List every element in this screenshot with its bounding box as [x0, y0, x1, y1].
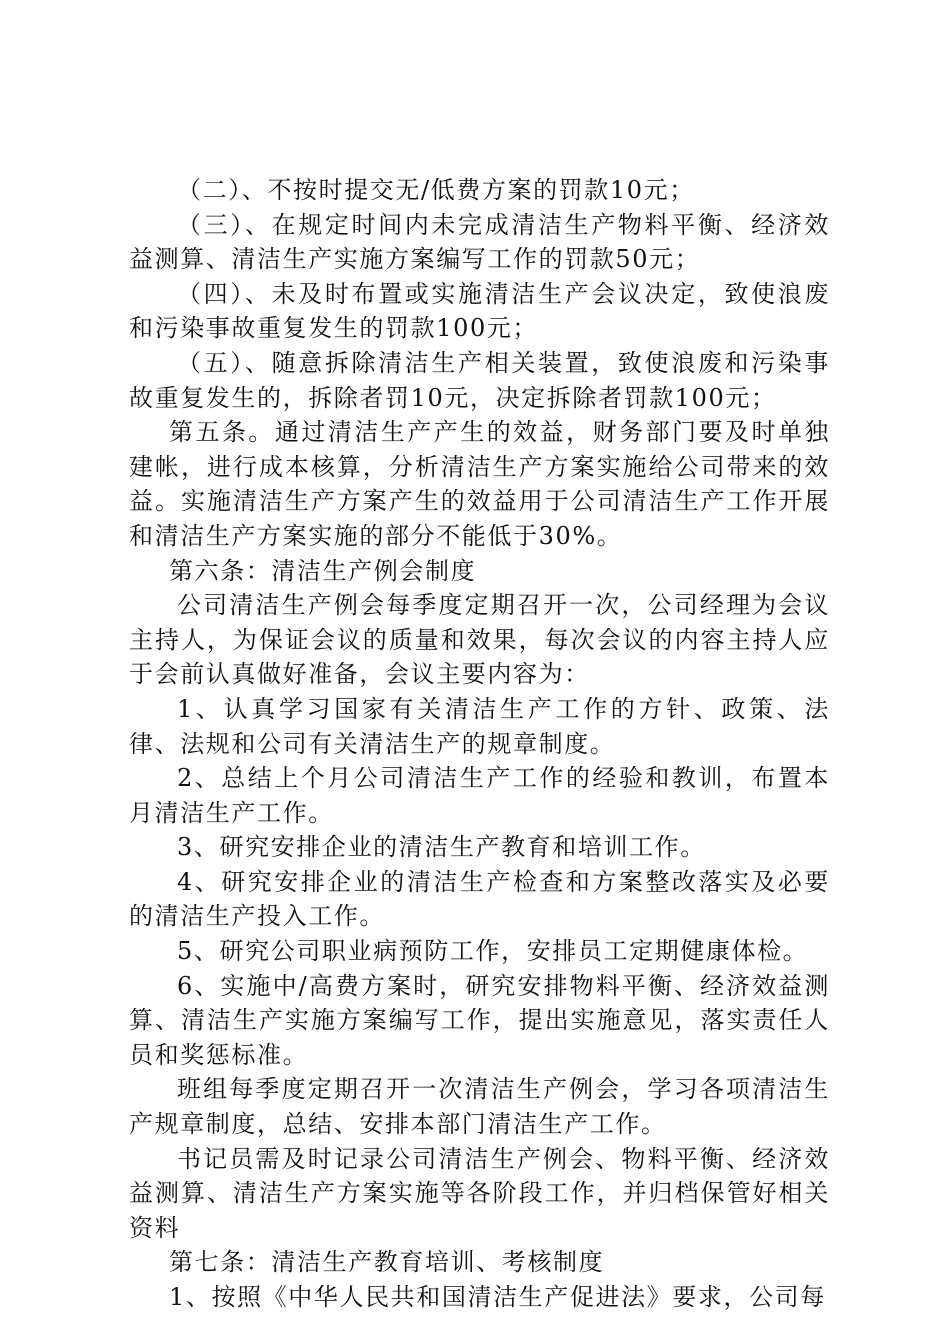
paragraph-penalty-3: （三）、在规定时间内未完成清洁生产物料平衡、经济效益测算、清洁生产实施方案编写工作的罚款50元； [129, 210, 830, 274]
list-item-4: 4、研究安排企业的清洁生产检查和方案整改落实及必要的清洁生产投入工作。 [129, 867, 830, 931]
list-item-6: 6、实施中/高费方案时，研究安排物料平衡、经济效益测算、清洁生产实施方案编写工作，提出实施意见，落实责任人员和奖惩标准。 [129, 971, 830, 1069]
paragraph-meeting-intro: 公司清洁生产例会每季度定期召开一次，公司经理为会议主持人，为保证会议的质量和效果，每次会议的内容主持人应于会前认真做好准备，会议主要内容为： [129, 591, 830, 689]
paragraph-penalty-2: （二）、不按时提交无/低费方案的罚款10元； [177, 176, 695, 204]
list-item-2: 2、总结上个月公司清洁生产工作的经验和教训，布置本月清洁生产工作。 [129, 764, 830, 827]
paragraph-penalty-4: （四）、未及时布置或实施清洁生产会议决定，致使浪废和污染事故重复发生的罚款100元； [129, 279, 830, 343]
list-item-3: 3、研究安排企业的清洁生产教育和培训工作。 [177, 833, 706, 862]
paragraph-recorder: 书记员需及时记录公司清洁生产例会、物料平衡、经济效益测算、清洁生产方案实施等各阶段工作，并归档保管好相关资料 [129, 1144, 830, 1242]
list-item-1: 1、认真学习国家有关清洁生产工作的方针、政策、法律、法规和公司有关清洁生产的规章制度。 [129, 694, 830, 758]
list-item-5: 5、研究公司职业病预防工作，安排员工定期健康体检。 [177, 937, 809, 966]
document-body [129, 173, 830, 1315]
heading-article-7: 第七条：清洁生产教育培训、考核制度 [169, 1248, 605, 1277]
paragraph-team-meeting: 班组每季度定期召开一次清洁生产例会，学习各项清洁生产规章制度，总结、安排本部门清洁生产工作。 [129, 1075, 830, 1139]
paragraph-penalty-5: （五）、随意拆除清洁生产相关装置，致使浪废和污染事故重复发生的，拆除者罚10元，决定拆除者罚款100元； [129, 348, 830, 412]
heading-article-6: 第六条：清洁生产例会制度 [169, 556, 477, 585]
paragraph-article-5: 第五条。通过清洁生产产生的效益，财务部门要及时单独建帐，进行成本核算，分析清洁生产方案实施给公司带来的效益。实施清洁生产方案产生的效益用于公司清洁生产工作开展和清洁生产方案实施的部分不能低于30%。 [129, 418, 830, 550]
paragraph-training-1: 1、按照《中华人民共和国清洁生产促进法》要求，公司每 [169, 1283, 826, 1311]
